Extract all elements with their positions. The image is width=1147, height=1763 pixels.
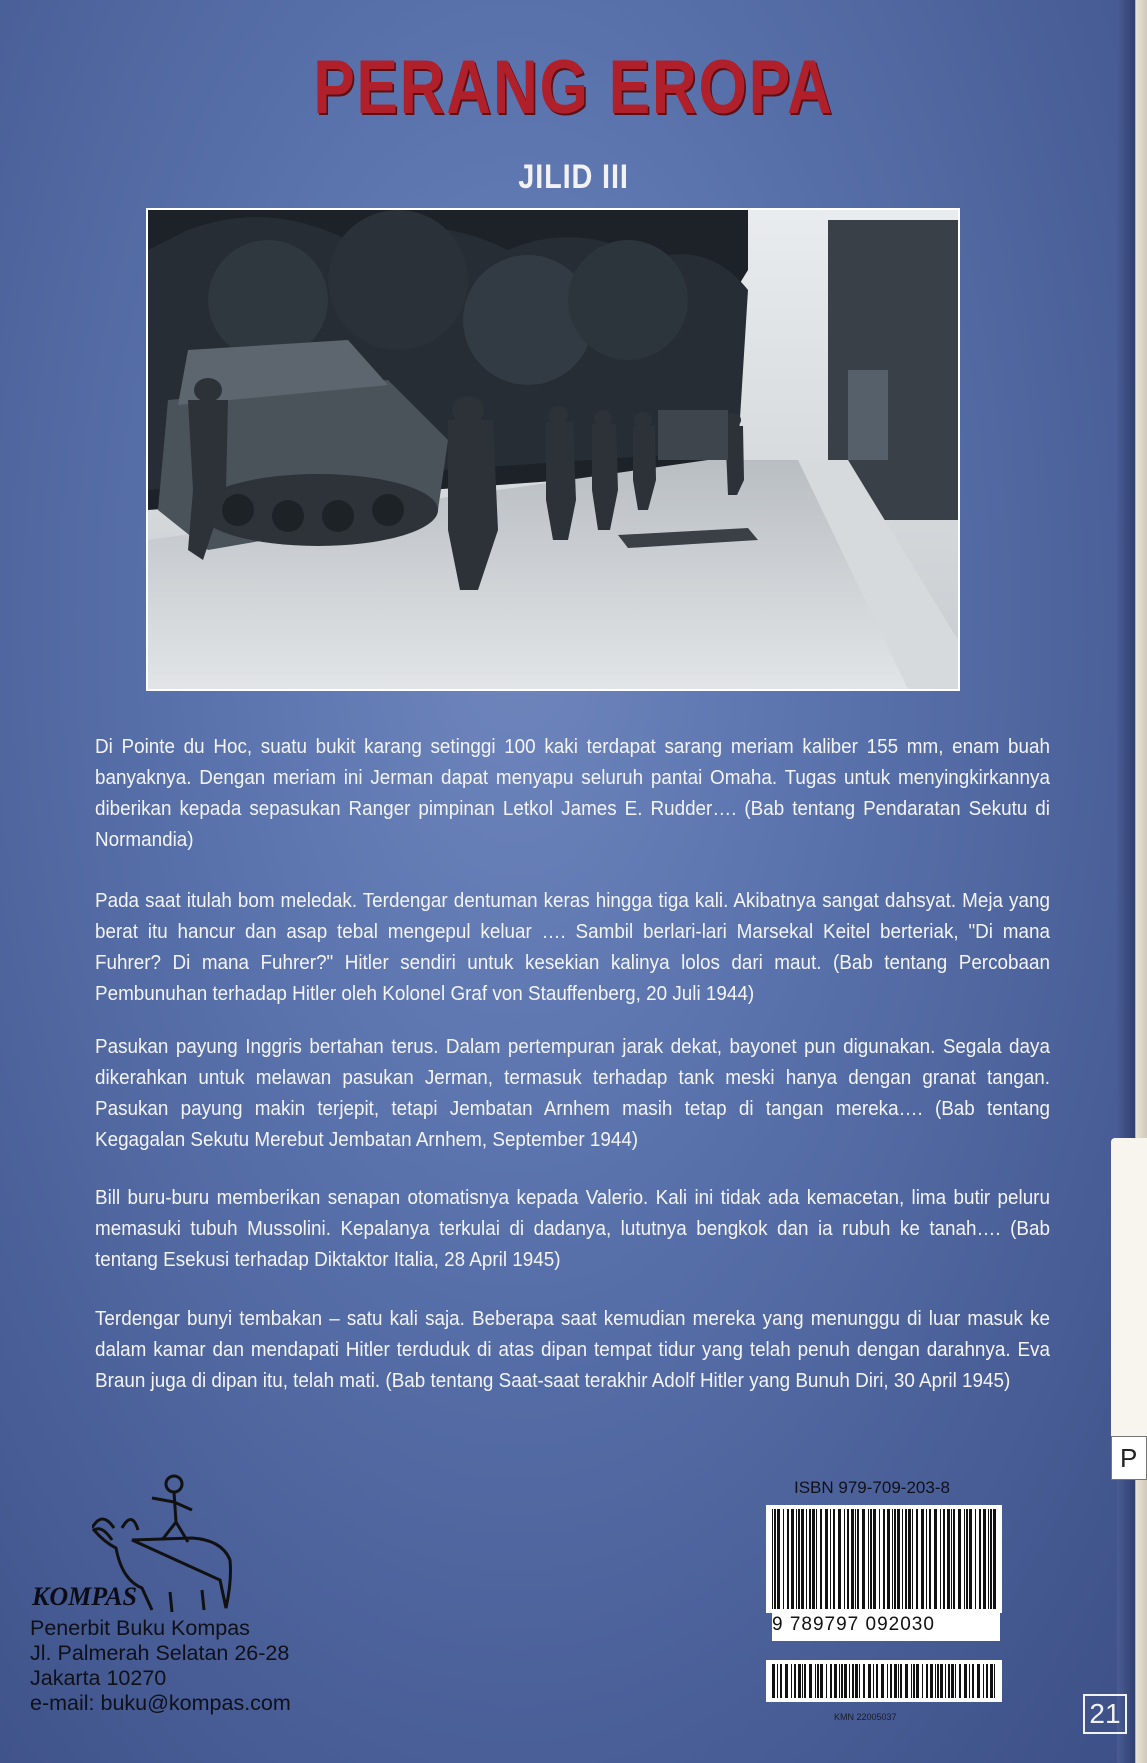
kmn-code: KMN 22005037 bbox=[834, 1712, 897, 1722]
barcode-bar bbox=[912, 1509, 913, 1609]
barcode-digits: 9 789797 092030 bbox=[772, 1611, 1000, 1641]
barcode-bar bbox=[894, 1664, 897, 1698]
library-sticker bbox=[1111, 1138, 1147, 1478]
barcode-bar bbox=[908, 1509, 911, 1609]
publisher-info bbox=[30, 1616, 291, 1716]
barcode-bar bbox=[830, 1664, 832, 1698]
barcode-bar bbox=[798, 1509, 800, 1609]
barcode-bar bbox=[794, 1664, 796, 1698]
barcode-bar bbox=[820, 1509, 822, 1609]
barcode-bar bbox=[913, 1664, 915, 1698]
barcode-bar bbox=[801, 1509, 804, 1609]
barcode-bar bbox=[859, 1664, 860, 1698]
isbn-barcode bbox=[766, 1505, 1002, 1613]
book-title: PERANG EROPA bbox=[313, 45, 834, 130]
publisher-email: e-mail: buku@kompas.com bbox=[30, 1691, 291, 1715]
cover-photo bbox=[146, 208, 960, 691]
barcode-bar bbox=[988, 1509, 989, 1609]
barcode-bar bbox=[937, 1664, 939, 1698]
barcode-bar bbox=[839, 1664, 840, 1698]
barcode-bar bbox=[825, 1509, 828, 1609]
barcode-bar bbox=[916, 1509, 918, 1609]
publisher-logo-text: KOMPAS bbox=[32, 1582, 137, 1611]
barcode-bar bbox=[905, 1664, 908, 1698]
barcode-bar bbox=[862, 1509, 865, 1609]
barcode-bar bbox=[855, 1664, 858, 1698]
barcode-bar bbox=[951, 1509, 952, 1609]
barcode-bar bbox=[772, 1664, 775, 1698]
barcode-bar bbox=[964, 1664, 967, 1698]
barcode-bar bbox=[972, 1664, 974, 1698]
barcode-bar bbox=[826, 1664, 827, 1698]
barcode-bar bbox=[844, 1664, 847, 1698]
barcode-bar bbox=[817, 1664, 819, 1698]
barcode-bar bbox=[948, 1664, 950, 1698]
barcode-bar bbox=[897, 1509, 900, 1609]
barcode-bar bbox=[905, 1509, 907, 1609]
excerpt-paragraph: Pasukan payung Inggris bertahan terus. Dalam pertempuran jarak dekat, bayonet pun digunakan. Segala daya dikerahkan untuk melawan pasukan Jerman, termasuk terhadap tank meski hanya dengan granat tangan. Pasukan payung makin terjepit, tetapi Jembatan Arnhem masih tetap di tangan mereka…. (Bab tentang Kegagalan Sekutu Merebut Jembatan Arnhem, September 1944) bbox=[95, 1035, 1050, 1151]
barcode-bar bbox=[975, 1509, 976, 1609]
barcode-bar bbox=[902, 1509, 903, 1609]
publisher-address: Jl. Palmerah Selatan 26-28 bbox=[30, 1641, 290, 1665]
barcode-bar bbox=[898, 1664, 899, 1698]
barcode-bar bbox=[857, 1509, 859, 1609]
barcode-bar bbox=[809, 1509, 811, 1609]
barcode-bar bbox=[883, 1509, 885, 1609]
barcode-bar bbox=[876, 1664, 878, 1698]
barcode-bar bbox=[798, 1664, 801, 1698]
barcode-bar bbox=[958, 1509, 961, 1609]
barcode-bar bbox=[940, 1664, 943, 1698]
barcode-bar bbox=[804, 1664, 806, 1698]
barcode-bar bbox=[953, 1509, 955, 1609]
barcode-bar bbox=[785, 1664, 788, 1698]
barcode-bar bbox=[812, 1509, 815, 1609]
barcode-bar bbox=[983, 1509, 986, 1609]
barcode-bar bbox=[774, 1509, 776, 1609]
barcode-bar bbox=[833, 1509, 835, 1609]
barcode-bar bbox=[863, 1664, 865, 1698]
barcode-bar bbox=[838, 1509, 841, 1609]
barcode-bar bbox=[783, 1509, 784, 1609]
barcode-bar bbox=[873, 1664, 874, 1698]
barcode-bar bbox=[834, 1664, 837, 1698]
barcode-bar bbox=[830, 1509, 831, 1609]
barcode-bar bbox=[879, 1509, 880, 1609]
barcode-bar bbox=[887, 1664, 888, 1698]
barcode-bar bbox=[955, 1664, 956, 1698]
library-label-letter: P bbox=[1120, 1443, 1138, 1473]
book-volume: JILID III bbox=[518, 158, 629, 196]
barcode-bar bbox=[966, 1509, 968, 1609]
barcode-bar bbox=[990, 1664, 993, 1698]
barcode-bar bbox=[816, 1509, 817, 1609]
excerpt-paragraph: Bill buru-buru memberikan senapan otomatisnya kepada Valerio. Kali ini tidak ada kemacetan, lima butir peluru memasuki tubuh Mussolini. Kepalanya terkulai di dadanya, lututnya bengkok dan ia rubuh ke tanah…. (Bab tentang Esekusi terhadap Diktaktor Italia, 28 April 1945) bbox=[95, 1186, 1050, 1271]
publisher-city: Jakarta 10270 bbox=[30, 1666, 167, 1690]
barcode-bar bbox=[777, 1664, 778, 1698]
barcode-bar bbox=[791, 1509, 794, 1609]
barcode-bar bbox=[940, 1509, 941, 1609]
excerpt-paragraph: Di Pointe du Hoc, suatu bukit karang setinggi 100 kaki terdapat sarang meriam kaliber 155 mm, enam buah banyaknya. Dengan meriam ini Jerman dapat menyapu seluruh pantai Omaha. Tugas untuk menyingkirkannya diberikan kepada sepasukan Ranger pimpinan Letkol James E. Rudder…. (Bab tentang Pendaratan Sekutu di Normandia) bbox=[95, 735, 1050, 851]
barcode-bar bbox=[787, 1509, 789, 1609]
barcode-bar bbox=[994, 1664, 995, 1698]
barcode-bar bbox=[892, 1509, 893, 1609]
barcode-bar bbox=[809, 1664, 812, 1698]
barcode-bar bbox=[929, 1509, 931, 1609]
barcode-bar bbox=[922, 1664, 923, 1698]
barcode-bar bbox=[993, 1509, 996, 1609]
barcode-bar bbox=[964, 1509, 965, 1609]
barcode-bar bbox=[926, 1509, 927, 1609]
barcode-bar bbox=[802, 1664, 803, 1698]
barcode-bar bbox=[870, 1509, 872, 1609]
barcode-bar bbox=[806, 1509, 807, 1609]
barcode-bar bbox=[855, 1509, 856, 1609]
barcode-bar bbox=[894, 1509, 896, 1609]
barcode-bar bbox=[986, 1664, 988, 1698]
library-label bbox=[1111, 1436, 1147, 1480]
barcode-bar bbox=[943, 1509, 945, 1609]
excerpt-paragraph: Pada saat itulah bom meledak. Terdengar dentuman keras hingga tiga kali. Akibatnya sangat dahsyat. Meja yang berat itu hancur dan asap tebal mengepul keluar …. Sambil berlari-lari Marsekal Keitel berteriak, "Di mana Fuhrer? Di mana Fuhrer?" Hitler sendiri untuk kesekian kalinya lolos dari maut. (Bab tentang Percobaan Pembunuhan terhadap Hitler oleh Kolonel Graf von Stauffenberg, 20 Juli 1944) bbox=[95, 889, 1050, 1005]
barcode-bar bbox=[887, 1509, 890, 1609]
barcode-bar bbox=[772, 1509, 773, 1609]
barcode-bar bbox=[990, 1509, 992, 1609]
barcode-bar bbox=[935, 1664, 936, 1698]
barcode-bar bbox=[844, 1509, 845, 1609]
barcode-bar bbox=[841, 1664, 843, 1698]
barcode-bar bbox=[945, 1664, 946, 1698]
isbn-label: ISBN 979-709-203-8 bbox=[794, 1478, 950, 1497]
barcode-bar bbox=[777, 1509, 780, 1609]
barcode-bar bbox=[890, 1664, 892, 1698]
barcode-bar bbox=[977, 1664, 980, 1698]
barcode-bar bbox=[868, 1509, 869, 1609]
barcode-bar bbox=[926, 1664, 928, 1698]
barcode-bar bbox=[930, 1664, 933, 1698]
barcode-bar bbox=[934, 1509, 937, 1609]
barcode-bar bbox=[873, 1509, 876, 1609]
book-spine-edge bbox=[1117, 0, 1147, 1763]
excerpt-paragraph: Terdengar bunyi tembakan – satu kali saja. Beberapa saat kemudian mereka yang menunggu di luar masuk ke dalam kamar dan mendapati Hitler terduduk di atas dipan tempat tidur yang telah penuh dengan darahnya. Eva Braun juga di dipan itu, telah mati. (Bab tentang Saat-saat terakhir Adolf Hitler yang Bunuh Diri, 30 April 1945) bbox=[95, 1307, 1050, 1392]
barcode-bar bbox=[911, 1664, 912, 1698]
price-barcode bbox=[766, 1660, 1002, 1702]
barcode-bar bbox=[780, 1664, 782, 1698]
barcode-bar bbox=[815, 1664, 816, 1698]
barcode-bar bbox=[820, 1664, 823, 1698]
barcode-bar bbox=[900, 1664, 902, 1698]
barcode-bar bbox=[916, 1664, 919, 1698]
barcode-bar bbox=[959, 1664, 961, 1698]
barcode-bar bbox=[791, 1664, 792, 1698]
barcode-bar bbox=[847, 1509, 849, 1609]
barcode-bar bbox=[851, 1509, 854, 1609]
barcode-bar bbox=[921, 1509, 924, 1609]
publisher-name: Penerbit Buku Kompas bbox=[30, 1616, 250, 1640]
barcode-bar bbox=[979, 1509, 981, 1609]
barcode-bar bbox=[868, 1664, 871, 1698]
barcode-bar bbox=[951, 1664, 954, 1698]
barcode-bar bbox=[849, 1664, 850, 1698]
barcode-bar bbox=[969, 1509, 972, 1609]
barcode-bar bbox=[983, 1664, 984, 1698]
barcode-bar bbox=[947, 1509, 950, 1609]
barcode-bar bbox=[852, 1664, 854, 1698]
barcode-bar bbox=[881, 1664, 884, 1698]
page-number-badge: 21 bbox=[1083, 1694, 1127, 1734]
barcode-bar bbox=[796, 1509, 797, 1609]
barcode-bar bbox=[969, 1664, 970, 1698]
